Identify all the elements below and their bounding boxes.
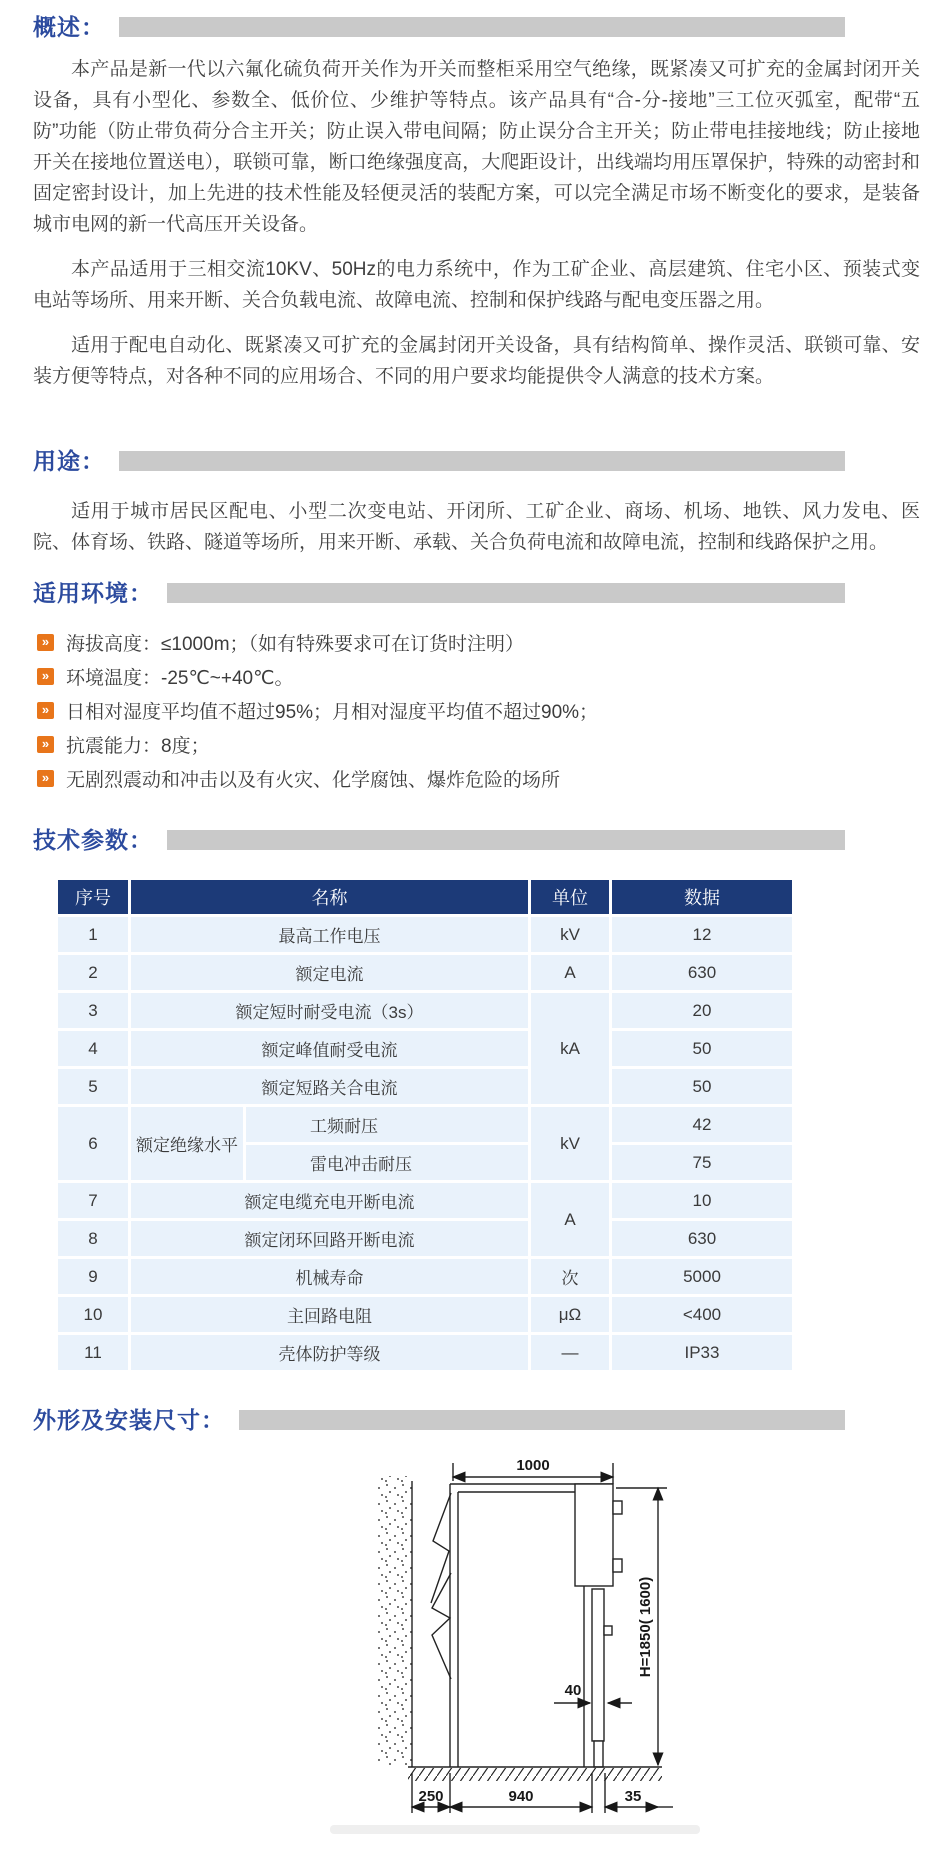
chevron-bullet-icon: »	[37, 668, 54, 685]
cell-unit: μΩ	[531, 1297, 609, 1332]
overview-paragraph: 适用于配电自动化、既紧凑又可扩充的金属封闭开关设备，具有结构简单、操作灵活、联锁可靠、安装方便等特点，对各种不同的应用场合、不同的用户要求均能提供令人满意的技术方案。	[33, 335, 920, 387]
environment-item-text: 无剧烈震动和冲击以及有火灾、化学腐蚀、爆炸危险的场所	[66, 770, 561, 791]
section-title-usage: 用途：	[33, 448, 105, 474]
cell-unit: kV	[531, 917, 609, 952]
table-row	[58, 1069, 792, 1104]
section-header-environment	[33, 580, 845, 606]
chevron-bullet-icon: »	[37, 736, 54, 753]
ground-hatching	[408, 1768, 662, 1781]
table-row	[58, 1297, 792, 1332]
table-row	[58, 1183, 792, 1218]
header-unit: 单位	[531, 880, 609, 914]
cell-no: 2	[58, 955, 128, 990]
section-title-dimensions: 外形及安装尺寸：	[33, 1407, 225, 1433]
dimension-label-middle: 940	[508, 1788, 534, 1805]
cell-no: 1	[58, 917, 128, 952]
cell-unit: A	[531, 955, 609, 990]
section-header-usage	[33, 448, 845, 474]
table-header-row	[58, 880, 792, 914]
cell-no: 11	[58, 1335, 128, 1370]
dimension-drawing-area	[33, 1451, 920, 1851]
environment-item	[33, 734, 920, 759]
cell-name-group: 额定绝缘水平	[131, 1107, 243, 1180]
cell-sub-name: 工频耐压	[246, 1107, 528, 1142]
table-row	[58, 917, 792, 952]
cell-name: 主回路电阻	[131, 1297, 528, 1332]
cell-no: 3	[58, 993, 128, 1028]
wall-texture	[376, 1476, 412, 1766]
usage-paragraph: 适用于城市居民区配电、小型二次变电站、开闭所、工矿企业、商场、机场、地铁、风力发电、医院、体育场、铁路、隧道等场所，用来开断、承载、关合负荷电流和故障电流，控制和线路保护之用。	[33, 501, 920, 553]
environment-item	[33, 632, 920, 657]
section-title-parameters: 技术参数：	[33, 827, 153, 853]
cell-sub-name: 雷电冲击耐压	[246, 1145, 528, 1180]
section-title-bar	[239, 1410, 845, 1430]
environment-item	[33, 666, 920, 691]
environment-item-text: 环境温度：-25℃~+40℃。	[66, 668, 294, 689]
section-title-bar	[167, 830, 845, 850]
cell-unit: kA	[531, 993, 609, 1104]
cell-no: 8	[58, 1221, 128, 1256]
overview-paragraph: 本产品是新一代以六氟化硫负荷开关作为开关而整柜采用空气绝缘，既紧凑又可扩充的金属封闭开关设备，具有小型化、参数全、低价位、少维护等特点。该产品具有“合-分-接地”三工位灭弧室，配带“五防”功能（防止带负荷分合主开关；防止误入带电间隔；防止误分合主开关；防止带电挂接地线；防止接地开关在接地位置送电），联锁可靠，断口绝缘强度高，大爬距设计，出线端均用压罩保护，特殊的动密封和固定密封设计，加上先进的技术性能及轻便灵活的装配方案，可以完全满足市场不断变化的要求，是装备城市电网的新一代高压开关设备。	[33, 59, 920, 235]
zigzag-spring	[431, 1493, 451, 1603]
cell-no: 9	[58, 1259, 128, 1294]
cell-value: 50	[612, 1031, 792, 1066]
table-row	[58, 993, 792, 1028]
cell-no: 4	[58, 1031, 128, 1066]
cell-unit: —	[531, 1335, 609, 1370]
cell-unit: 次	[531, 1259, 609, 1294]
cell-name: 额定闭环回路开断电流	[131, 1221, 528, 1256]
cell-name: 壳体防护等级	[131, 1335, 528, 1370]
environment-item-text: 抗震能力：8度；	[66, 736, 210, 757]
cell-value: 10	[612, 1183, 792, 1218]
page-edge-smudge	[330, 1825, 700, 1834]
cell-no: 7	[58, 1183, 128, 1218]
dimension-label-right: 35	[624, 1788, 642, 1805]
cell-value: <400	[612, 1297, 792, 1332]
section-header-overview	[33, 14, 845, 40]
table-row	[58, 1259, 792, 1294]
cell-value: IP33	[612, 1335, 792, 1370]
section-title-overview: 概述：	[33, 14, 105, 40]
cell-value: 5000	[612, 1259, 792, 1294]
section-header-dimensions	[33, 1407, 845, 1433]
header-no: 序号	[58, 880, 128, 914]
chevron-bullet-icon: »	[37, 770, 54, 787]
section-title-bar	[119, 451, 845, 471]
cell-unit: kV	[531, 1107, 609, 1180]
table-row	[58, 1031, 792, 1066]
section-title-bar	[119, 17, 845, 37]
cell-value: 42	[612, 1107, 792, 1142]
cell-value: 630	[612, 955, 792, 990]
table-row	[58, 955, 792, 990]
cell-no: 6	[58, 1107, 128, 1180]
table-row	[58, 1221, 792, 1256]
cell-name: 额定电流	[131, 955, 528, 990]
section-title-bar	[167, 583, 845, 603]
cell-name: 额定峰值耐受电流	[131, 1031, 528, 1066]
cell-value: 630	[612, 1221, 792, 1256]
table-row	[58, 1335, 792, 1370]
environment-list	[33, 632, 920, 793]
cell-name: 额定短时耐受电流（3s）	[131, 993, 528, 1028]
dimension-label-left: 250	[418, 1788, 444, 1805]
parameters-table	[55, 877, 795, 1373]
cell-name: 额定短路关合电流	[131, 1069, 528, 1104]
dimension-label-gap: 40	[564, 1682, 582, 1699]
cell-no: 5	[58, 1069, 128, 1104]
cell-unit: A	[531, 1183, 609, 1256]
dimension-drawing	[320, 1451, 740, 1841]
header-name: 名称	[131, 880, 528, 914]
header-data: 数据	[612, 880, 792, 914]
environment-item	[33, 768, 920, 793]
cell-value: 75	[612, 1145, 792, 1180]
cell-value: 12	[612, 917, 792, 952]
cell-name: 最高工作电压	[131, 917, 528, 952]
section-title-environment: 适用环境：	[33, 580, 153, 606]
dimension-label-width: 1000	[516, 1457, 550, 1474]
environment-item-text: 日相对湿度平均值不超过95%；月相对湿度平均值不超过90%；	[66, 702, 599, 723]
cell-no: 10	[58, 1297, 128, 1332]
chevron-bullet-icon: »	[37, 702, 54, 719]
zigzag-spring	[432, 1573, 451, 1679]
overview-paragraph: 本产品适用于三相交流10KV、50Hz的电力系统中，作为工矿企业、高层建筑、住宅小区、预装式变电站等场所、用来开断、关合负载电流、故障电流、控制和保护线路与配电变压器之用。	[33, 259, 920, 311]
dimension-label-height: H=1850( 1600)	[637, 1576, 654, 1678]
chevron-bullet-icon: »	[37, 634, 54, 651]
environment-item-text: 海拔高度：≤1000m；（如有特殊要求可在订货时注明）	[66, 634, 525, 655]
section-header-parameters	[33, 827, 845, 853]
table-row	[58, 1107, 792, 1142]
cell-value: 50	[612, 1069, 792, 1104]
cell-name: 机械寿命	[131, 1259, 528, 1294]
cell-name: 额定电缆充电开断电流	[131, 1183, 528, 1218]
cell-value: 20	[612, 993, 792, 1028]
environment-item	[33, 700, 920, 725]
